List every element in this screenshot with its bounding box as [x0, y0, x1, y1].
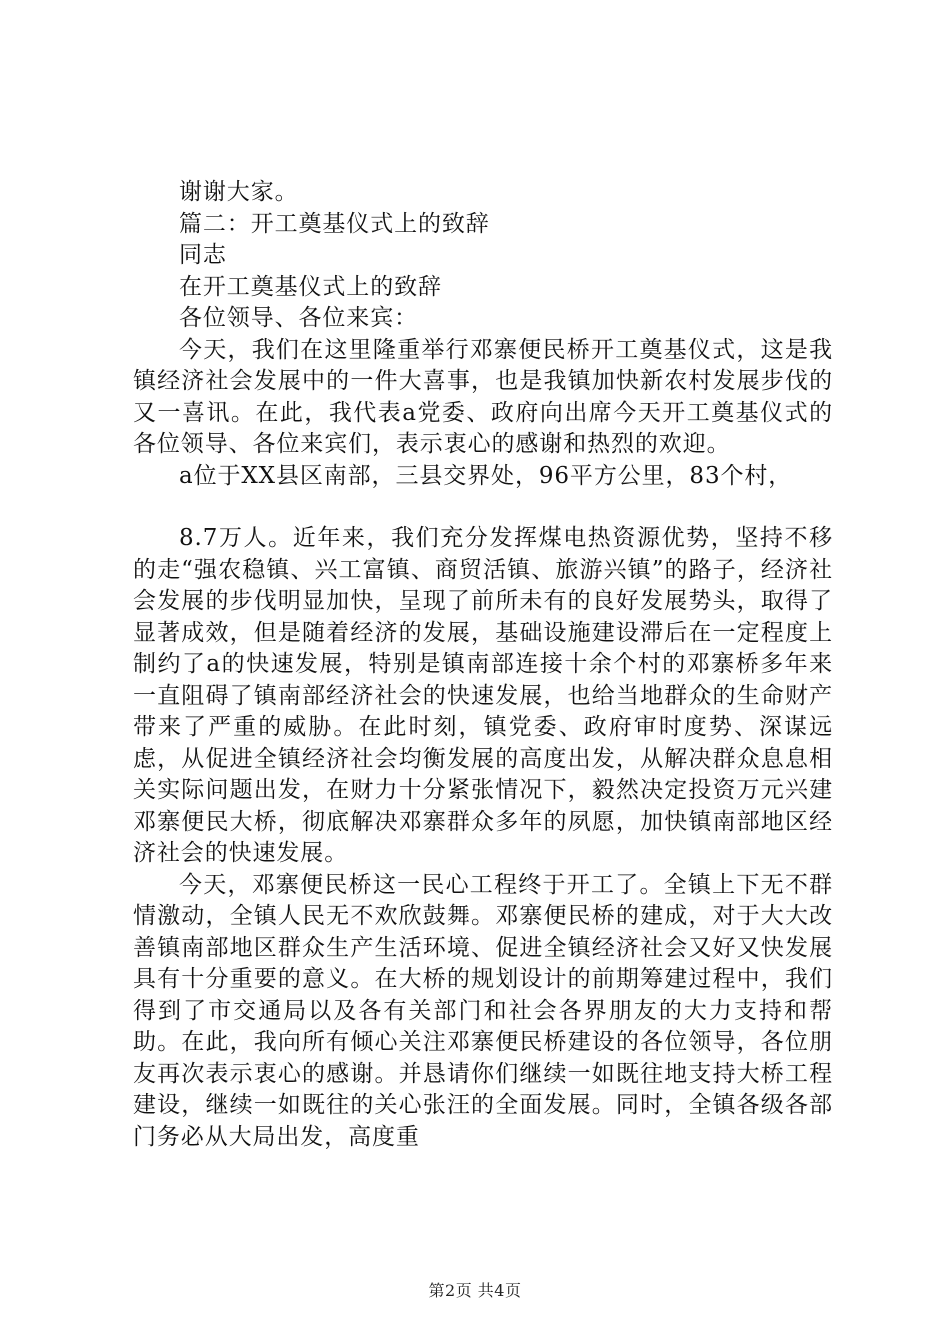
paragraph-location: a位于XX县区南部，三县交界处，96平方公里，83个村， [179, 462, 793, 489]
paragraph-opening: 今天，我们在这里隆重举行邓寨便民桥开工奠基仪式，这是我镇经济社会发展中的一件大喜事，也是我镇加快新农村发展步伐的又一喜讯。在此，我代表a党委、政府向出席今天开工奠基仪式的各位领导、各位来宾们，表示衷心的感谢和热烈的欢迎。 [133, 336, 833, 457]
addressee-line: 同志 [179, 242, 227, 268]
paragraph-development: 8.7万人。近年来，我们充分发挥煤电热资源优势，坚持不移的走“强农稳镇、兴工富镇、商贸活镇、旅游兴镇”的路子，经济社会发展的步伐明显加快，呈现了前所未有的良好发展势头，取得了显著成效，但是随着经济的发展，基础设施建设滞后在一定程度上制约了a的快速发展，特别是镇南部连接十余个村的邓寨桥多年来一直阻碍了镇南部经济社会的快速发展，也给当地群众的生命财产带来了严重的威胁。在此时刻，镇党委、政府审时度势、深谋远虑，从促进全镇经济社会均衡发展的高度出发，从解决群众息息相关实际问题出发，在财力十分紧张情况下，毅然决定投资万元兴建邓寨便民大桥，彻底解决邓寨群众多年的夙愿，加快镇南部地区经济社会的快速发展。 [133, 525, 833, 866]
speech-title: 在开工奠基仪式上的致辞 [179, 273, 442, 300]
salutation-line: 各位领导、各位来宾： [179, 305, 418, 331]
document-body [133, 177, 833, 1153]
closing-line: 谢谢大家。 [179, 179, 299, 205]
paragraph-groundbreaking: 今天，邓寨便民桥这一民心工程终于开工了。全镇上下无不群情激动，全镇人民无不欢欣鼓舞。邓寨便民桥的建成，对于大大改善镇南部地区群众生产生活环境、促进全镇经济社会又好又快发展具有十分重要的意义。在大桥的规划设计的前期筹建过程中，我们得到了市交通局以及各有关部门和社会各界朋友的大力支持和帮助。在此，我向所有倾心关注邓寨便民桥建设的各位领导，各位朋友再次表示衷心的感谢。并恳请你们继续一如既往地支持大桥工程建设，继续一如既往的关心张汪的全面发展。同时，全镇各级各部门务必从大局出发，高度重 [133, 871, 833, 1150]
paragraph-gap [133, 492, 833, 523]
page-number-footer: 第2页 共4页 [428, 1281, 522, 1300]
section-heading: 篇二：开工奠基仪式上的致辞 [179, 210, 490, 237]
